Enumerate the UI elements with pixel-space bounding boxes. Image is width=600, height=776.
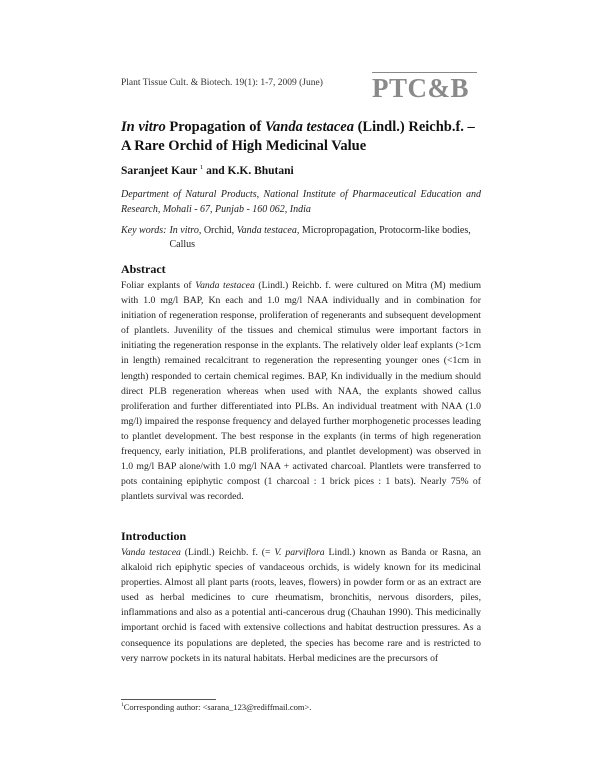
intro-italic-synonym: V. parviflora bbox=[274, 547, 325, 558]
keyword-species: Vanda testacea, bbox=[236, 225, 300, 236]
title-italic-species: Vanda testacea bbox=[264, 119, 354, 135]
author-list bbox=[121, 164, 294, 177]
title-text-1: Propagation of bbox=[165, 119, 265, 135]
title-text-2: (Lindl.) Reichb.f. – A Rare Orchid of High Medicinal Value bbox=[121, 119, 475, 154]
abstract-text-1: Foliar explants of bbox=[121, 280, 196, 291]
footnote-divider bbox=[121, 699, 216, 700]
keyword-text-2: Micropropagation, Protocorm-like bodies, Callus bbox=[169, 225, 471, 250]
journal-citation: Plant Tissue Cult. & Biotech. 19(1): 1-7, 2009 (June) bbox=[121, 78, 323, 88]
abstract-text-2: (Lindl.) Reichb. f. were cultured on Mitra (M) medium with 1.0 mg/l BAP, Kn each and 1.0 mg/l NAA individually and in combination for initiation of regeneration response, proliferation of regenerants and subsequent development of plantlets. Juvenility of the tissues and chemical stimulus were important factors in initiating the regeneration response in the explants. The relatively older leaf explants (>1cm in length) remained recalcitrant to regeneration the representing younger ones (<1cm in length) responded to certain chemical regimes. BAP, Kn individually in the medium should direct PLB regeneration whereas when used with NAA, the explants showed callus proliferation and further differentiated into PLBs. An individual treatment with NAA (1.0 mg/l) impaired the response frequency and delayed further morphogenetic processes leading to plantlet development. The best response in the explants (in terms of high regeneration frequency, early initiation, PLB proliferations, and plantlet development) was observed in 1.0 mg/l BAP alone/with 1.0 mg/l NAA + activated charcoal. Plantlets were transferred to pots containing epiphytic compost (1 charcoal : 1 brick pices : 1 bats). Nearly 75% of plantlets survival was recorded. bbox=[121, 280, 481, 503]
intro-italic-species: Vanda testacea bbox=[121, 547, 181, 558]
intro-text-2: Lindl.) known as Banda or Rasna, an alkaloid rich epiphytic species of vandaceous orchids, is widely known for its medicinal properties. Almost all plant parts (roots, leaves, flowers) in powder form or as an extract are used as herbal medicines to cure rheumatism, bronchitis, nervous disorders, piles, inflammations and also as a potential anti-cancerous drug (Chauhan 1990). This medicinally important orchid is faced with extensive collections and habitat destruction pressures. As a consequence its populations are depleted, the species has become rare and is restricted to very narrow pockets in its natural habitats. Herbal medicines are the precursors of bbox=[121, 547, 482, 664]
abstract-body bbox=[121, 278, 481, 504]
keywords-terms bbox=[169, 224, 481, 252]
paper-title bbox=[121, 118, 481, 156]
keyword-text-1: , Orchid, bbox=[198, 225, 237, 236]
footnote-mark: 1 bbox=[121, 702, 124, 709]
affiliation: Department of Natural Products, National Institute of Pharmaceutical Education and Research, Mohali - 67, Punjab - 160 062, India bbox=[121, 189, 481, 215]
keyword-in-vitro: In vitro bbox=[169, 225, 199, 236]
title-italic-in-vitro: In vitro bbox=[121, 119, 166, 135]
footnote bbox=[121, 702, 311, 712]
abstract-heading: Abstract bbox=[121, 262, 166, 276]
author-footnote-mark: 1 bbox=[200, 164, 204, 171]
abstract-italic-species: Vanda testacea bbox=[195, 280, 255, 291]
journal-logo: PTC&B bbox=[372, 72, 477, 103]
author-first: Saranjeet Kaur bbox=[121, 164, 198, 177]
keywords bbox=[121, 224, 481, 252]
footnote-text: Corresponding author: <sarana_123@rediffmail.com>. bbox=[123, 702, 312, 712]
intro-text-1: (Lindl.) Reichb. f. (= bbox=[180, 547, 275, 558]
introduction-body bbox=[121, 545, 481, 666]
author-rest: and K.K. Bhutani bbox=[203, 164, 294, 177]
keywords-label: Key words: bbox=[121, 225, 167, 236]
introduction-heading: Introduction bbox=[121, 529, 187, 543]
